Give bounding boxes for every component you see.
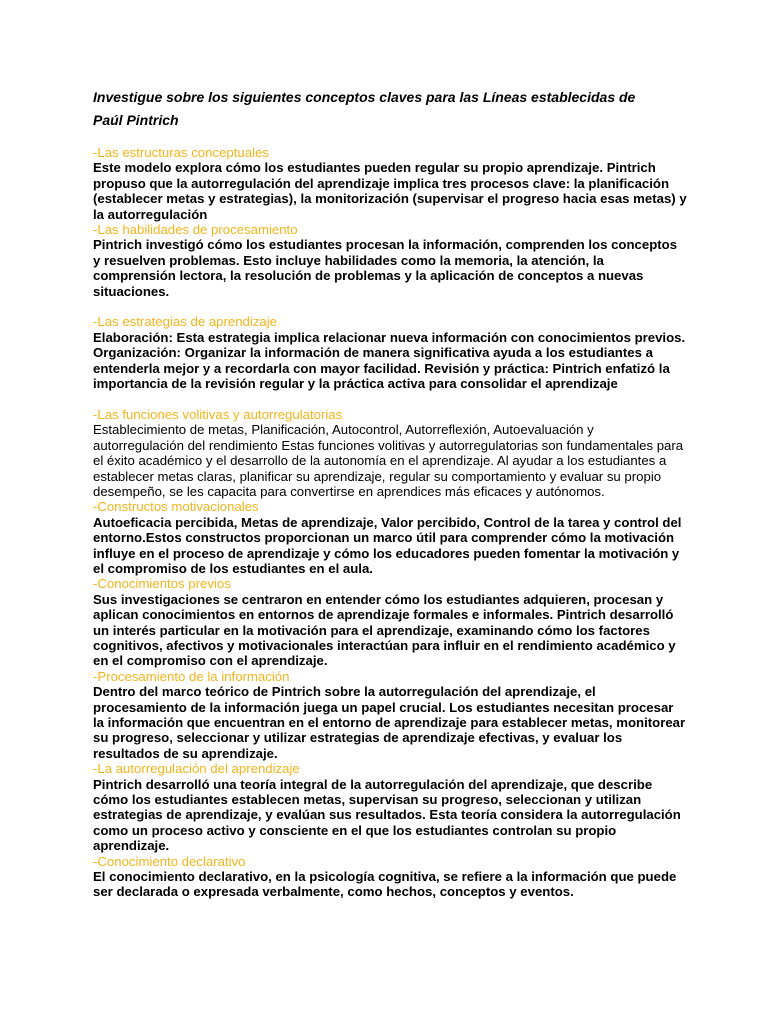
section-body-autorregulacion: Pintrich desarrolló una teoría integral de la autorregulación del aprendizaje, que describe cómo los estudiantes establecen metas, supervisan su progreso, seleccionan y utilizan estrategias de aprendizaje, y evalúan sus resultados. Esta teoría considera la autorregulación como un proceso activo y consciente en el que los estudiantes controlan su propio aprendizaje. xyxy=(93,776,681,854)
document-title-line-1: Investigue sobre los siguientes conceptos claves para las Líneas establecidas de xyxy=(93,89,636,105)
section-body-habilidades: Pintrich investigó cómo los estudiantes procesan la información, comprenden los conceptos y resuelven problemas. Esto incluye habilidades como la memoria, la atención, la comprensión lectora, la resolución de problemas y la aplicación de conceptos a nuevas situaciones. xyxy=(93,237,678,299)
paragraph-gap xyxy=(93,391,688,406)
document-title-line-2: Paúl Pintrich xyxy=(93,112,179,128)
section-body-estrategias: Elaboración: Esta estrategia implica relacionar nueva información con conocimientos previos. Organización: Organizar la información de manera significativa ayuda a los estudiantes a entenderla mejor y a recordarla con mayor facilidad. Revisión y práctica: Pintrich enfatizó la importancia de la revisión regular y la práctica activa para consolidar el aprendizaje xyxy=(93,329,686,392)
section-heading-estructuras: -Las estructuras conceptuales xyxy=(93,145,269,160)
section-heading-conocimientos-previos: -Conocimientos previos xyxy=(93,576,231,592)
section-heading-estrategias: -Las estrategias de aprendizaje xyxy=(93,314,278,330)
section-body-declarativo: El conocimiento declarativo, en la psicología cognitiva, se refiere a la información que puede ser declarada o expresada verbalmente, como hechos, conceptos y eventos. xyxy=(93,869,677,900)
section-body-estructuras: Este modelo explora cómo los estudiantes pueden regular su propio aprendizaje. Pintrich propuso que la autorregulación del aprendizaje implica tres procesos clave: la planificación (establecer metas y estrategias), la monitorización (supervisar el progreso hacia esas metas) y la autorregulación xyxy=(93,160,687,222)
section-body-funciones: Establecimiento de metas, Planificación, Autocontrol, Autorreflexión, Autoevaluación y autorregulación del rendimiento Estas funciones volitivas y autorregulatorias son fundamentales para el éxito académico y el desarrollo de la autonomía en el aprendizaje. Al ayudar a los estudiantes a establecer metas claras, planificar su aprendizaje, regular su comportamiento y evaluar su propio desempeño, se les capacita para convertirse en aprendices más eficaces y autónomos. xyxy=(93,422,684,499)
sections-container xyxy=(93,145,688,900)
paragraph-gap xyxy=(93,299,688,314)
section-heading-declarativo: -Conocimiento declarativo xyxy=(93,853,246,869)
section-heading-habilidades: -Las habilidades de procesamiento xyxy=(93,222,298,238)
section-body-constructos: Autoeficacia percibida, Metas de aprendizaje, Valor percibido, Control de la tarea y control del entorno.Estos constructos proporcionan un marco útil para comprender cómo la motivación influye en el proceso de aprendizaje y cómo los educadores pueden fomentar la motivación y el compromiso de los estudiantes en el aula. xyxy=(93,514,682,576)
section-heading-funciones: -Las funciones volitivas y autorregulatorias xyxy=(93,406,343,422)
section-body-conocimientos-previos: Sus investigaciones se centraron en entender cómo los estudiantes adquieren, procesan y aplican conocimientos en entornos de aprendizaje formales e informales. Pintrich desarrolló un interés particular en la motivación para el aprendizaje, examinando cómo los factores cognitivos, afectivos y motivacionales interactúan para influir en el rendimiento académico y en el compromiso con el aprendizaje. xyxy=(93,591,676,669)
section-body-procesamiento: Dentro del marco teórico de Pintrich sobre la autorregulación del aprendizaje, el procesamiento de la información juega un papel crucial. Los estudiantes necesitan procesar la información que encuentran en el entorno de aprendizaje para establecer metas, monitorear su progreso, seleccionar y utilizar estrategias de aprendizaje efectivas, y evaluar los resultados de su aprendizaje. xyxy=(93,684,686,761)
section-heading-procesamiento: -Procesamiento de la información xyxy=(93,668,290,684)
section-heading-constructos: -Constructos motivacionales xyxy=(93,499,259,515)
section-heading-autorregulacion: -La autorregulación del aprendizaje xyxy=(93,761,300,777)
